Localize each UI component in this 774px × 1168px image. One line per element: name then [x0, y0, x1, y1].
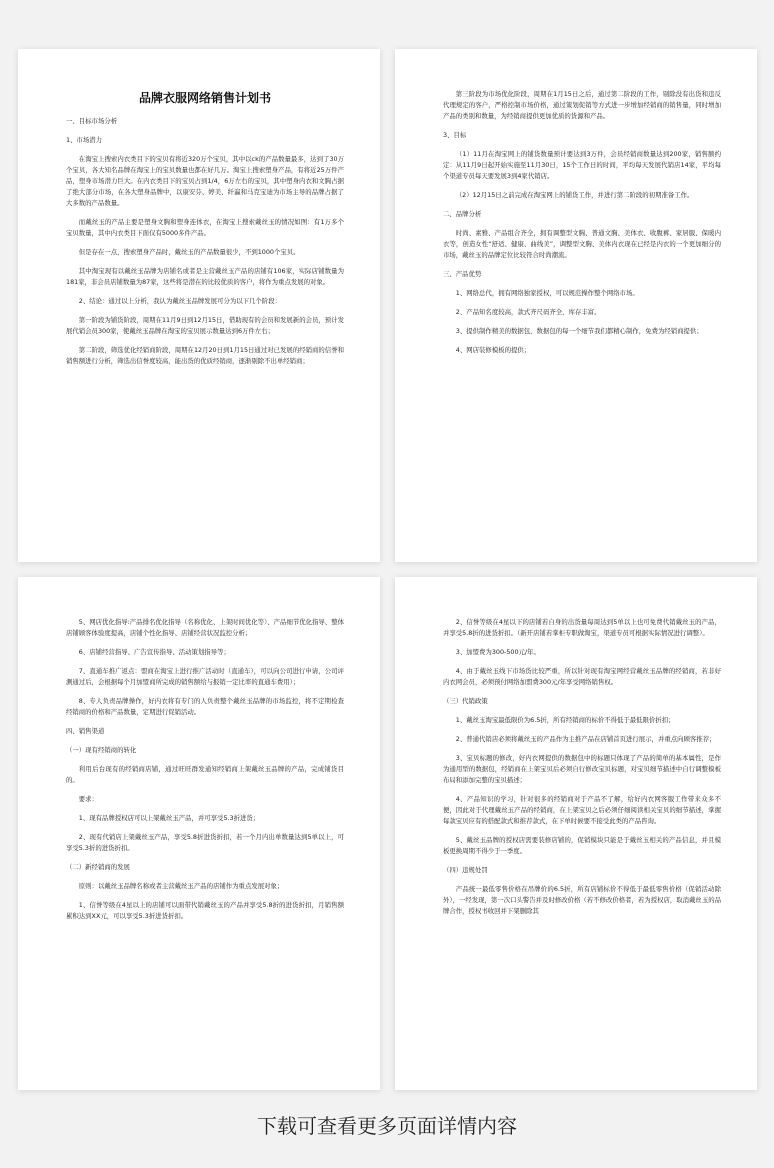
paragraph: 7、直通车推广返点：盟商在淘宝上进行推广活动时（直通车），可以向公司进行申请，公司评测通过后，会根据每个月加盟商所完成的销售额给与报销一定比率的直通车费用）； [66, 667, 344, 686]
document-title: 品牌衣服网络销售计划书 [138, 91, 271, 105]
paragraph: 2、产品知名度较高，款式齐尺码齐全，库存丰富。 [455, 308, 601, 316]
section-heading: 3、目标 [443, 131, 467, 139]
paragraph: 1、网络总代，拥有网络独家授权，可以规范操作整个网络市场。 [455, 289, 639, 297]
document-page-1 [18, 49, 380, 562]
section-heading: 四、销售渠道 [66, 727, 105, 735]
paragraph: 1、戴丝玉淘宝最低限价为6.5折，所有经销商的标价不得低于最低限价折扣； [455, 716, 675, 724]
paragraph: 而戴丝玉的产品主要是塑身文胸和塑身连体衣，在淘宝上搜索戴丝玉的情况如图：有1万多个宝贝数量，其中内衣类目下面仅有5000多件产品。 [66, 218, 344, 237]
page-body [66, 617, 344, 922]
section-heading: 一、目标市场分析 [66, 117, 118, 125]
paragraph: 2、普通代销店必须将戴丝玉的产品作为主推产品在店铺首页进行展示，并重点向顾客推荐； [455, 735, 716, 743]
paragraph: 3、宝贝标题的修改，好内衣网提供的数据包中的标题只体现了产品的简单的基本属性，是作为通用型的数据包，经销商在上架宝贝后必须自行修改宝贝标题，对宝贝细节描述中自行调整模板布局和添加完整的宝贝描述； [443, 754, 721, 784]
paragraph: 要求： [78, 795, 98, 803]
paragraph: 3、加盟费为300-500元/年。 [455, 648, 540, 656]
section-heading: （四）违规处罚 [443, 866, 488, 874]
section-heading: 三、产品优势 [443, 270, 482, 278]
document-page-2 [395, 49, 757, 562]
document-page-4 [395, 577, 757, 1090]
paragraph: （2）12月15日之前完成在淘宝网上的铺货工作，并进行第二阶段的初期准备工作。 [455, 191, 694, 199]
section-heading: 1、市场潜力 [66, 136, 103, 144]
paragraph: 第一阶段为铺货阶段，周期在11月9日到12月15日，借助现有的会员和发展新的会员，预计发展代销会员300家，使戴丝玉品牌在淘宝的宝贝展示数量达到6万件左右； [66, 316, 344, 335]
section-heading: （三）代销政策 [443, 697, 488, 705]
paragraph: 第二阶段，筛选优化经销商阶段，周期在12月20日到1月15日通过对已发展的经销商的信誉和销售额进行分析，筛选出信誉度较高，能出货的优质经销商，逐渐剔除不出单经销商； [66, 346, 344, 365]
document-page-3 [18, 577, 380, 1090]
paragraph: 第三阶段为市场优化阶段，周期在1月15日之后，通过第二阶段的工作，剔除没有出货和违反代理规定的客户，严格控制市场价格，通过策划促销等方式进一步增加经销商的销售量，同时增加产品的类别和数量，为经销商提供更加优质的货源和产品。 [443, 90, 721, 120]
paragraph: 利用后台现有的经销商店铺，通过旺旺群发通知经销商上架戴丝玉品牌的产品，完成铺货目的。 [66, 765, 344, 784]
paragraph: 2、现有代销店上架戴丝玉产品，享受5.8折进货折扣，若一个月内出单数量达到5单以上，可享受5.3折的进货折扣。 [66, 833, 344, 852]
paragraph: 2、信誉等级在4星以下的店铺若自身的出货量每周达到5单以上也可免费代销戴丝玉的产品，并享受5.8折的进货折扣。（新开店铺若掌柜专职做淘宝，渠道专员可根据实际情况进行调整）。 [443, 618, 721, 637]
paragraph: 5、戴丝玉品牌的授权店需要装修店铺的，促销模块只能是于戴丝玉相关的产品信息，并且模板更换周期不得少于一季度。 [443, 836, 721, 855]
paragraph: 产品统一最低零售价格在吊牌价的6.5折，所有店铺标价不得低于最低零售价格（促销活动除外），一经发现，第一次口头警告并及时修改价格（若不修改价格者，若为授权店，取消戴丝玉的品牌合作，授权书收回并下架删除其 [443, 885, 721, 915]
paragraph: 3、提供制作精美的数据包，数据包的每一个细节我们都精心制作，免费为经销商提供； [455, 327, 703, 335]
paragraph: 4、网店装修模板的提供； [455, 346, 531, 354]
page-body [66, 116, 344, 367]
paragraph: 8、专人负责品牌操作，好内衣将有专门的人负责整个戴丝玉品牌的市场监控，将不定期检查经销商的价格和产品数量，定期进行促销活动。 [66, 697, 344, 716]
paragraph: 2、结论：通过以上分析，我认为戴丝玉品牌发展可分为以下几个阶段： [78, 297, 281, 305]
paragraph: 4、产品知识的学习，针对很多的经销商对于产品不了解，给好内衣网客服工作带来众多不便，因此对于代理戴丝玉产品的经销商，在上架宝贝之后必须仔细阅读相关宝贝的细节描述，掌握每款宝贝应有的搭配款式和推荐款式，在下单时候要不接受此类的产品咨询。 [443, 795, 721, 825]
paragraph: 1、现有品牌授权店可以上架戴丝玉产品，并可享受5.3折进货； [78, 814, 260, 822]
paragraph: 6、店铺经营指导、广告宣传指导、活动策划指导等； [78, 648, 230, 656]
page-body [443, 617, 721, 917]
paragraph: 5、网店优化指导:产品排名优化指导（名称优化、上架时间优化等）、产品细节优化指导、整体店铺顾客体验度提高，店铺个性化指导、店铺经营状况监控分析； [66, 618, 344, 637]
paragraph: 4、由于戴丝玉线下市场货比较严重，所以针对现有淘宝网经营戴丝玉品牌的经销商，若非好内衣网会员，必须预付网络加盟费300元/年享受网络销售权。 [443, 667, 721, 686]
section-heading: （二）新经销商的发展 [66, 863, 130, 871]
paragraph: 但是存在一点，搜索塑身产品时，戴丝玉的产品数量很少，不到1000个宝贝。 [78, 248, 300, 256]
paragraph: 时尚、素雅、产品组合齐全，拥有调整型文胸、普通文胸、美体衣、收腹裤、家居服、保暖内衣等，创造女性“舒适、健康、曲线美”，调整型文胸、美体内衣现在已经是内衣的一个更加细分的市场，戴丝玉的品牌定位比较符合时尚潮流。 [443, 229, 721, 259]
paragraph: （1）11月在淘宝网上的铺货数量预计要达到3万件，会员经销商数量达到200家，销售额约定：从11月9日起开始实施至11月30日，15个工作日的时间，平均每天发展代销店14家，平均每个渠道专员每天要发展3到4家代销店。 [443, 150, 721, 180]
paragraph: 其中淘宝现有以戴丝玉品牌为店铺名或者是主营戴丝玉产品的店铺有106家，实际店铺数量为181家，非会员店铺数量为87家，这些将是潜在的比较优质的客户，将作为重点发展的对象。 [66, 267, 344, 286]
download-more-text[interactable]: 下载可查看更多页面详情内容 [257, 1114, 517, 1138]
section-heading: （一）现有经销商的转化 [66, 746, 137, 754]
paragraph: 在淘宝上搜索内衣类目下的宝贝有将近320万个宝贝，其中以ck的产品数量最多，达到了30万个宝贝，各大知名品牌在淘宝上的宝贝数量也都在好几万。淘宝上搜索塑身产品，有将近25万件产品，塑身市场潜力巨大。在内衣类目下的宝贝占到1/4，6万左右的宝贝，其中塑身内衣和文胸占据了绝大部分市场，在各大塑身品牌中，以康安芬、婷美、纤瀛和马克宝迪为市场主导的品牌占据了大多数的产品数量。 [66, 155, 344, 207]
page-body [443, 89, 721, 356]
section-heading: 二、品牌分析 [443, 210, 482, 218]
paragraph: 原则：以戴丝玉品牌名称或者主营戴丝玉产品的店铺作为重点发展对象； [78, 882, 284, 890]
paragraph: 1、信誉等级在4星以上的店铺可以面带代销戴丝玉的产品并享受5.8折的进货折扣，月销售额累积达到XX元，可以享受5.3折进货折扣。 [66, 901, 344, 920]
